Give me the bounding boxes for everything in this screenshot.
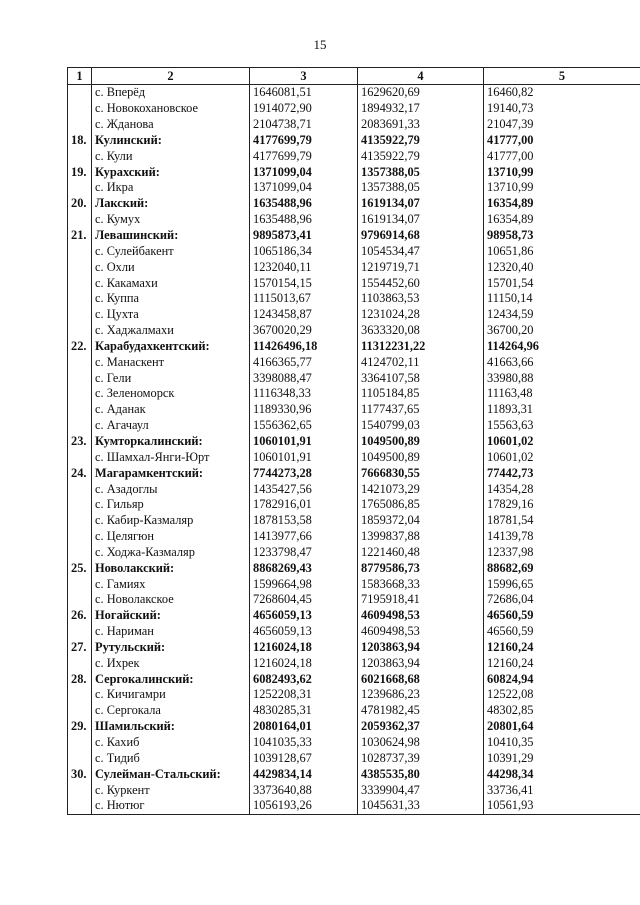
value-col5: 98958,73 [484, 228, 640, 244]
value-col3: 1115013,67 [250, 291, 358, 307]
value-col3: 2104738,71 [250, 117, 358, 133]
value-col3: 1065186,34 [250, 243, 358, 259]
value-col5: 60824,94 [484, 671, 640, 687]
value-col5: 46560,59 [484, 608, 640, 624]
row-number [68, 782, 92, 798]
village-row [68, 386, 640, 402]
value-col3: 4656059,13 [250, 624, 358, 640]
value-col4: 1583668,33 [358, 576, 484, 592]
village-name: с. Какамахи [92, 275, 250, 291]
row-number [68, 624, 92, 640]
district-row [68, 719, 640, 735]
row-number [68, 101, 92, 117]
village-row [68, 544, 640, 560]
value-col3: 1189330,96 [250, 402, 358, 418]
value-col4: 1894932,17 [358, 101, 484, 117]
row-number [68, 148, 92, 164]
village-name: с. Гели [92, 370, 250, 386]
row-number [68, 386, 92, 402]
value-col4: 3339904,47 [358, 782, 484, 798]
village-name: с. Кули [92, 148, 250, 164]
value-col4: 1554452,60 [358, 275, 484, 291]
value-col4: 1221460,48 [358, 544, 484, 560]
row-number [68, 544, 92, 560]
district-row [68, 434, 640, 450]
row-number [68, 370, 92, 386]
value-col3: 9895873,41 [250, 228, 358, 244]
value-col3: 11426496,18 [250, 339, 358, 355]
village-row [68, 212, 640, 228]
village-row [68, 101, 640, 117]
value-col3: 1646081,51 [250, 85, 358, 101]
value-col4: 1399837,88 [358, 529, 484, 545]
value-col4: 4124702,11 [358, 354, 484, 370]
village-name: с. Ихрек [92, 655, 250, 671]
row-number [68, 307, 92, 323]
value-col3: 4429834,14 [250, 766, 358, 782]
district-row [68, 640, 640, 656]
district-name: Лакский: [92, 196, 250, 212]
value-col5: 12434,59 [484, 307, 640, 323]
village-name: с. Тидиб [92, 750, 250, 766]
value-col5: 33736,41 [484, 782, 640, 798]
value-col5: 10601,02 [484, 434, 640, 450]
value-col3: 1232040,11 [250, 259, 358, 275]
village-name: с. Кумух [92, 212, 250, 228]
village-name: с. Новолакское [92, 592, 250, 608]
value-col3: 1556362,65 [250, 418, 358, 434]
district-name: Ногайский: [92, 608, 250, 624]
row-number [68, 750, 92, 766]
value-col5: 11150,14 [484, 291, 640, 307]
row-number: 28. [68, 671, 92, 687]
value-col3: 6082493,62 [250, 671, 358, 687]
value-col5: 41777,00 [484, 133, 640, 149]
value-col3: 1635488,96 [250, 212, 358, 228]
value-col4: 1103863,53 [358, 291, 484, 307]
village-row [68, 370, 640, 386]
value-col4: 1421073,29 [358, 481, 484, 497]
value-col4: 1629620,69 [358, 85, 484, 101]
village-row [68, 243, 640, 259]
row-number: 30. [68, 766, 92, 782]
value-col5: 13710,99 [484, 164, 640, 180]
value-col3: 1635488,96 [250, 196, 358, 212]
village-row [68, 481, 640, 497]
district-name: Карабудахкентский: [92, 339, 250, 355]
value-col4: 1105184,85 [358, 386, 484, 402]
village-name: с. Гамиях [92, 576, 250, 592]
value-col5: 114264,96 [484, 339, 640, 355]
village-name: с. Азадоглы [92, 481, 250, 497]
value-col4: 1028737,39 [358, 750, 484, 766]
district-name: Шамильский: [92, 719, 250, 735]
value-col4: 11312231,22 [358, 339, 484, 355]
row-number [68, 735, 92, 751]
value-col3: 1435427,56 [250, 481, 358, 497]
row-number [68, 703, 92, 719]
value-col4: 4781982,45 [358, 703, 484, 719]
row-number [68, 243, 92, 259]
value-col4: 1765086,85 [358, 497, 484, 513]
value-col5: 18781,54 [484, 513, 640, 529]
value-col5: 10601,02 [484, 449, 640, 465]
value-col5: 33980,88 [484, 370, 640, 386]
value-col5: 36700,20 [484, 323, 640, 339]
village-name: с. Новокохановское [92, 101, 250, 117]
value-col3: 7268604,45 [250, 592, 358, 608]
value-col5: 41663,66 [484, 354, 640, 370]
value-col4: 1357388,05 [358, 164, 484, 180]
value-col5: 46560,59 [484, 624, 640, 640]
district-name: Сулейман-Стальский: [92, 766, 250, 782]
value-col5: 21047,39 [484, 117, 640, 133]
village-row [68, 180, 640, 196]
value-col3: 1878153,58 [250, 513, 358, 529]
village-row [68, 449, 640, 465]
village-row [68, 655, 640, 671]
value-col4: 1540799,03 [358, 418, 484, 434]
value-col4: 1357388,05 [358, 180, 484, 196]
value-col3: 1413977,66 [250, 529, 358, 545]
row-number [68, 85, 92, 101]
value-col4: 7195918,41 [358, 592, 484, 608]
village-row [68, 782, 640, 798]
row-number: 21. [68, 228, 92, 244]
value-col4: 1054534,47 [358, 243, 484, 259]
value-col4: 4135922,79 [358, 133, 484, 149]
value-col4: 1859372,04 [358, 513, 484, 529]
row-number [68, 418, 92, 434]
district-name: Левашинский: [92, 228, 250, 244]
village-name: с. Целягюн [92, 529, 250, 545]
village-row [68, 259, 640, 275]
village-name: с. Куппа [92, 291, 250, 307]
value-col3: 7744273,28 [250, 465, 358, 481]
value-col5: 12160,24 [484, 655, 640, 671]
value-col5: 19140,73 [484, 101, 640, 117]
village-row [68, 323, 640, 339]
row-number [68, 513, 92, 529]
value-col3: 1216024,18 [250, 655, 358, 671]
village-row [68, 687, 640, 703]
row-number: 26. [68, 608, 92, 624]
row-number [68, 592, 92, 608]
value-col5: 13710,99 [484, 180, 640, 196]
row-number: 25. [68, 560, 92, 576]
value-col3: 1243458,87 [250, 307, 358, 323]
data-table [67, 67, 640, 815]
value-col3: 4656059,13 [250, 608, 358, 624]
header-cell: 1 [68, 68, 92, 85]
value-col3: 2080164,01 [250, 719, 358, 735]
value-col3: 3670020,29 [250, 323, 358, 339]
district-row [68, 766, 640, 782]
value-col5: 15563,63 [484, 418, 640, 434]
value-col5: 77442,73 [484, 465, 640, 481]
village-row [68, 529, 640, 545]
row-number [68, 449, 92, 465]
header-cell: 3 [250, 68, 358, 85]
table-body [68, 85, 640, 815]
value-col5: 12337,98 [484, 544, 640, 560]
village-row [68, 148, 640, 164]
district-name: Кумторкалинский: [92, 434, 250, 450]
village-name: с. Цухта [92, 307, 250, 323]
value-col5: 16460,82 [484, 85, 640, 101]
value-col5: 14139,78 [484, 529, 640, 545]
row-number [68, 529, 92, 545]
value-col5: 88682,69 [484, 560, 640, 576]
value-col4: 4609498,53 [358, 624, 484, 640]
village-name: с. Кахиб [92, 735, 250, 751]
district-row [68, 465, 640, 481]
value-col5: 10391,29 [484, 750, 640, 766]
value-col5: 44298,34 [484, 766, 640, 782]
value-col3: 1371099,04 [250, 180, 358, 196]
table-header-row [68, 68, 640, 85]
value-col5: 12320,40 [484, 259, 640, 275]
value-col4: 1619134,07 [358, 212, 484, 228]
village-name: с. Агачаул [92, 418, 250, 434]
district-name: Курахский: [92, 164, 250, 180]
value-col3: 3398088,47 [250, 370, 358, 386]
district-name: Сергокалинский: [92, 671, 250, 687]
row-number: 29. [68, 719, 92, 735]
value-col4: 1203863,94 [358, 655, 484, 671]
row-number [68, 497, 92, 513]
row-number [68, 291, 92, 307]
village-row [68, 275, 640, 291]
value-col4: 6021668,68 [358, 671, 484, 687]
page-number: 15 [313, 37, 327, 52]
village-name: с. Манаскент [92, 354, 250, 370]
value-col3: 4166365,77 [250, 354, 358, 370]
value-col3: 1599664,98 [250, 576, 358, 592]
header-cell: 4 [358, 68, 484, 85]
row-number [68, 576, 92, 592]
value-col5: 10651,86 [484, 243, 640, 259]
village-name: с. Охли [92, 259, 250, 275]
value-col5: 17829,16 [484, 497, 640, 513]
value-col4: 1045631,33 [358, 798, 484, 814]
village-name: с. Куркент [92, 782, 250, 798]
village-name: с. Шамхал-Янги-Юрт [92, 449, 250, 465]
village-row [68, 592, 640, 608]
district-row [68, 133, 640, 149]
value-col3: 1060101,91 [250, 449, 358, 465]
village-name: с. Нариман [92, 624, 250, 640]
value-col5: 15996,65 [484, 576, 640, 592]
value-col5: 20801,64 [484, 719, 640, 735]
value-col3: 1039128,67 [250, 750, 358, 766]
district-row [68, 228, 640, 244]
row-number: 23. [68, 434, 92, 450]
value-col3: 1216024,18 [250, 640, 358, 656]
value-col4: 1049500,89 [358, 449, 484, 465]
value-col4: 1231024,28 [358, 307, 484, 323]
value-col3: 4177699,79 [250, 133, 358, 149]
district-row [68, 671, 640, 687]
value-col4: 2059362,37 [358, 719, 484, 735]
row-number [68, 481, 92, 497]
village-row [68, 513, 640, 529]
value-col5: 48302,85 [484, 703, 640, 719]
village-name: с. Кичигамри [92, 687, 250, 703]
district-row [68, 339, 640, 355]
village-name: с. Сулейбакент [92, 243, 250, 259]
row-number: 27. [68, 640, 92, 656]
district-name: Кулинский: [92, 133, 250, 149]
row-number [68, 655, 92, 671]
value-col3: 8868269,43 [250, 560, 358, 576]
district-row [68, 164, 640, 180]
value-col4: 3633320,08 [358, 323, 484, 339]
value-col4: 4609498,53 [358, 608, 484, 624]
village-name: с. Ходжа-Казмаляр [92, 544, 250, 560]
village-name: с. Вперёд [92, 85, 250, 101]
value-col4: 4385535,80 [358, 766, 484, 782]
value-col4: 1177437,65 [358, 402, 484, 418]
header-cell: 5 [484, 68, 640, 85]
value-col3: 1914072,90 [250, 101, 358, 117]
value-col4: 4135922,79 [358, 148, 484, 164]
row-number: 22. [68, 339, 92, 355]
value-col4: 1619134,07 [358, 196, 484, 212]
value-col4: 1049500,89 [358, 434, 484, 450]
village-name: с. Жданова [92, 117, 250, 133]
village-name: с. Хаджалмахи [92, 323, 250, 339]
value-col4: 2083691,33 [358, 117, 484, 133]
village-row [68, 85, 640, 101]
district-row [68, 608, 640, 624]
row-number [68, 798, 92, 814]
village-row [68, 703, 640, 719]
value-col4: 8779586,73 [358, 560, 484, 576]
row-number [68, 354, 92, 370]
row-number [68, 323, 92, 339]
value-col3: 1041035,33 [250, 735, 358, 751]
value-col4: 1219719,71 [358, 259, 484, 275]
village-row [68, 291, 640, 307]
value-col3: 1056193,26 [250, 798, 358, 814]
row-number: 18. [68, 133, 92, 149]
village-row [68, 402, 640, 418]
value-col4: 1203863,94 [358, 640, 484, 656]
district-row [68, 196, 640, 212]
value-col3: 1782916,01 [250, 497, 358, 513]
village-row [68, 576, 640, 592]
village-row [68, 307, 640, 323]
value-col5: 11163,48 [484, 386, 640, 402]
village-name: с. Аданак [92, 402, 250, 418]
village-row [68, 354, 640, 370]
value-col5: 15701,54 [484, 275, 640, 291]
value-col4: 1030624,98 [358, 735, 484, 751]
value-col5: 14354,28 [484, 481, 640, 497]
village-name: с. Кабир-Казмаляр [92, 513, 250, 529]
value-col3: 1371099,04 [250, 164, 358, 180]
district-name: Новолакский: [92, 560, 250, 576]
row-number [68, 402, 92, 418]
village-name: с. Сергокала [92, 703, 250, 719]
value-col5: 16354,89 [484, 196, 640, 212]
row-number [68, 212, 92, 228]
value-col4: 9796914,68 [358, 228, 484, 244]
village-row [68, 497, 640, 513]
value-col3: 1233798,47 [250, 544, 358, 560]
value-col5: 16354,89 [484, 212, 640, 228]
value-col3: 4830285,31 [250, 703, 358, 719]
value-col5: 12160,24 [484, 640, 640, 656]
village-row [68, 750, 640, 766]
village-name: с. Зеленоморск [92, 386, 250, 402]
village-name: с. Икра [92, 180, 250, 196]
value-col3: 1252208,31 [250, 687, 358, 703]
value-col5: 41777,00 [484, 148, 640, 164]
village-row [68, 798, 640, 814]
row-number [68, 275, 92, 291]
village-name: с. Гильяр [92, 497, 250, 513]
value-col3: 1060101,91 [250, 434, 358, 450]
header-cell: 2 [92, 68, 250, 85]
district-row [68, 560, 640, 576]
value-col5: 10410,35 [484, 735, 640, 751]
village-name: с. Нютюг [92, 798, 250, 814]
row-number [68, 117, 92, 133]
row-number: 24. [68, 465, 92, 481]
value-col3: 1116348,33 [250, 386, 358, 402]
value-col5: 12522,08 [484, 687, 640, 703]
row-number [68, 259, 92, 275]
value-col4: 7666830,55 [358, 465, 484, 481]
row-number [68, 180, 92, 196]
value-col5: 11893,31 [484, 402, 640, 418]
village-row [68, 624, 640, 640]
row-number: 19. [68, 164, 92, 180]
village-row [68, 735, 640, 751]
village-row [68, 418, 640, 434]
district-name: Магарамкентский: [92, 465, 250, 481]
district-name: Рутульский: [92, 640, 250, 656]
value-col3: 3373640,88 [250, 782, 358, 798]
value-col3: 4177699,79 [250, 148, 358, 164]
value-col5: 72686,04 [484, 592, 640, 608]
value-col4: 1239686,23 [358, 687, 484, 703]
value-col4: 3364107,58 [358, 370, 484, 386]
village-row [68, 117, 640, 133]
row-number: 20. [68, 196, 92, 212]
value-col3: 1570154,15 [250, 275, 358, 291]
value-col5: 10561,93 [484, 798, 640, 814]
row-number [68, 687, 92, 703]
